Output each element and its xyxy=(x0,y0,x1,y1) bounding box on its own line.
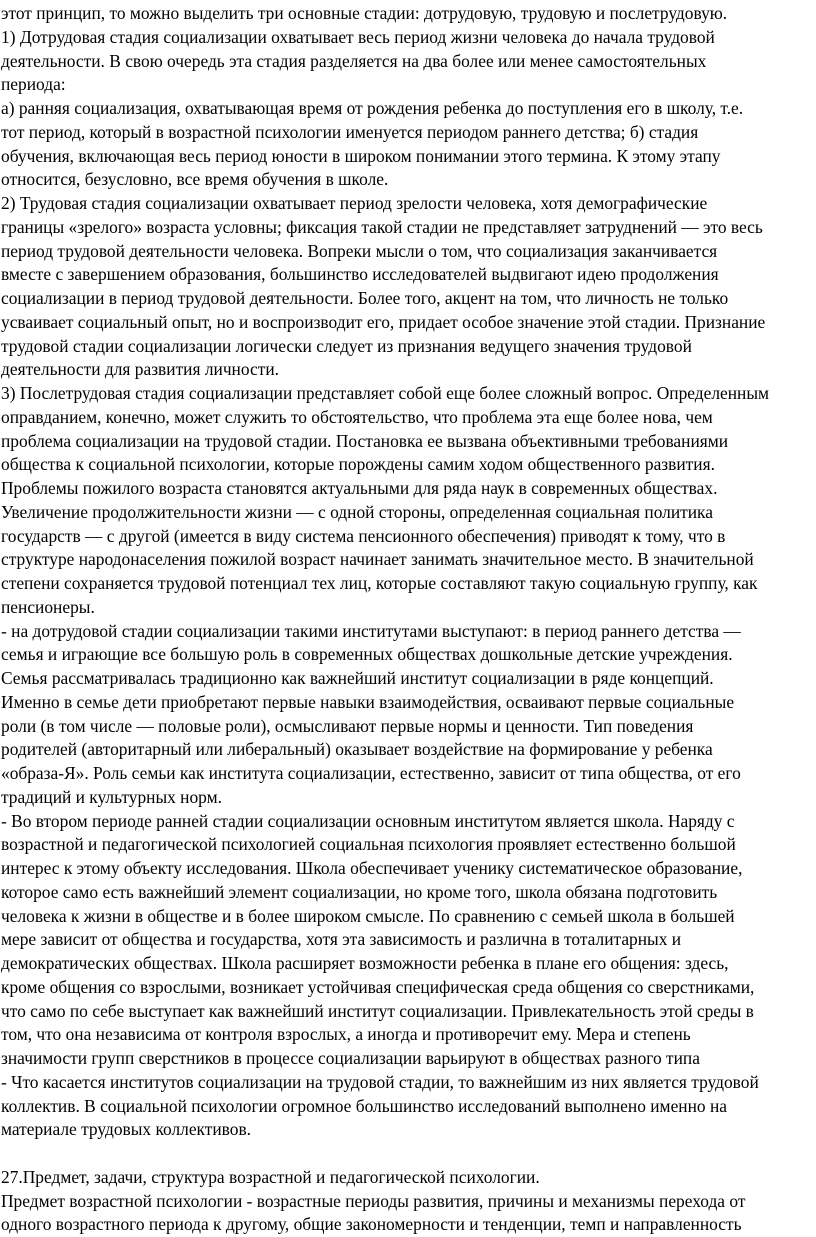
text-line: Увеличение продолжительности жизни — с одной стороны, определенная социальная политика xyxy=(1,501,816,525)
text-line: усваивает социальный опыт, но и воспроизводит его, придает особое значение этой стадии. Признание xyxy=(1,311,816,335)
text-line: тот период, который в возрастной психологии именуется периодом раннего детства; б) стадия xyxy=(1,121,816,145)
text-line: - Во втором периоде ранней стадии социализации основным институтом является школа. Наряду с xyxy=(1,810,816,834)
text-line: государств — с другой (имеется в виду система пенсионного обеспечения) приводят к тому, что в xyxy=(1,525,816,549)
text-line: - Что касается институтов социализации на трудовой стадии, то важнейшим из них является трудовой xyxy=(1,1071,816,1095)
text-line: оправданием, конечно, может служить то обстоятельство, что проблема эта еще более нова, чем xyxy=(1,406,816,430)
text-line: Предмет возрастной психологии - возрастные периоды развития, причины и механизмы перехода от xyxy=(1,1190,816,1214)
section-body xyxy=(1,1190,816,1237)
text-line: роли (в том числе — половые роли), осмысливают первые нормы и ценности. Тип поведения xyxy=(1,715,816,739)
text-line: материале трудовых коллективов. xyxy=(1,1118,816,1142)
text-line: 1) Дотрудовая стадия социализации охватывает весь период жизни человека до начала трудовой xyxy=(1,26,816,50)
text-line: Именно в семье дети приобретают первые навыки взаимодействия, осваивают первые социальные xyxy=(1,691,816,715)
text-line: трудовой стадии социализации логически следует из признания ведущего значения трудовой xyxy=(1,335,816,359)
text-line: возрастной и педагогической психологией социальная психология проявляет естественно большой xyxy=(1,833,816,857)
text-line: мере зависит от общества и государства, хотя эта зависимость и различна в тоталитарных и xyxy=(1,928,816,952)
text-line: вместе с завершением образования, большинство исследователей выдвигают идею продолжения xyxy=(1,263,816,287)
text-line: человека к жизни в обществе и в более широком смысле. По сравнению с семьей школа в большей xyxy=(1,905,816,929)
document-body xyxy=(1,2,816,1142)
text-line: а) ранняя социализация, охватывающая время от рождения ребенка до поступления его в школу, т.е. xyxy=(1,97,816,121)
text-line: проблема социализации на трудовой стадии. Постановка ее вызвана объективными требованиями xyxy=(1,430,816,454)
text-line: - на дотрудовой стадии социализации такими институтами выступают: в период раннего детства — xyxy=(1,620,816,644)
text-line: степени сохраняется трудовой потенциал тех лиц, которые составляют такую социальную группу, как xyxy=(1,572,816,596)
text-line: кроме общения со взрослыми, возникает устойчивая специфическая среда общения со сверстниками, xyxy=(1,976,816,1000)
text-line: периода: xyxy=(1,73,816,97)
text-line: период трудовой деятельности человека. Вопреки мысли о том, что социализация заканчивается xyxy=(1,240,816,264)
text-line: одного возрастного периода к другому, общие закономерности и тенденции, темп и направленность xyxy=(1,1213,816,1237)
text-line: границы «зрелого» возраста условны; фиксация такой стадии не представляет затруднений — это весь xyxy=(1,216,816,240)
text-line: деятельности для развития личности. xyxy=(1,358,816,382)
text-line: обучения, включающая весь период юности в широком понимании этого термина. К этому этапу xyxy=(1,145,816,169)
text-line: семья и играющие все большую роль в современных обществах дошкольные детские учреждения. xyxy=(1,643,816,667)
text-line: традиций и культурных норм. xyxy=(1,786,816,810)
text-line: которое само есть важнейший элемент социализации, но кроме того, школа обязана подготовить xyxy=(1,881,816,905)
text-line: Семья рассматривалась традиционно как важнейший институт социализации в ряде концепций. xyxy=(1,667,816,691)
text-line: том, что она независима от контроля взрослых, а иногда и противоречит ему. Мера и степень xyxy=(1,1023,816,1047)
text-line: пенсионеры. xyxy=(1,596,816,620)
text-line: значимости групп сверстников в процессе социализации варьируют в обществах разного типа xyxy=(1,1047,816,1071)
text-line: родителей (авторитарный или либеральный) оказывает воздействие на формирование у ребенка xyxy=(1,738,816,762)
text-line: интерес к этому объекту исследования. Школа обеспечивает ученику систематическое образование, xyxy=(1,857,816,881)
text-line: демократических обществах. Школа расширяет возможности ребенка в плане его общения: здесь, xyxy=(1,952,816,976)
text-line: относится, безусловно, все время обучения в школе. xyxy=(1,168,816,192)
text-line: этот принцип, то можно выделить три основные стадии: дотрудовую, трудовую и послетрудовую. xyxy=(1,2,816,26)
text-line: социализации в период трудовой деятельности. Более того, акцент на том, что личность не только xyxy=(1,287,816,311)
text-line: 3) Послетрудовая стадия социализации представляет собой еще более сложный вопрос. Определенным xyxy=(1,382,816,406)
paragraph-gap xyxy=(1,1142,816,1166)
section-heading: 27.Предмет, задачи, структура возрастной и педагогической психологии. xyxy=(1,1166,816,1190)
text-line: общества к социальной психологии, которые порождены самим ходом общественного развития. xyxy=(1,453,816,477)
text-line: что само по себе выступает как важнейший институт социализации. Привлекательность этой среды в xyxy=(1,1000,816,1024)
text-line: структуре народонаселения пожилой возраст начинает занимать значительное место. В значительной xyxy=(1,548,816,572)
text-line: деятельности. В свою очередь эта стадия разделяется на два более или менее самостоятельных xyxy=(1,50,816,74)
text-line: «образа-Я». Роль семьи как института социализации, естественно, зависит от типа общества, от его xyxy=(1,762,816,786)
text-line: коллектив. В социальной психологии огромное большинство исследований выполнено именно на xyxy=(1,1095,816,1119)
text-line: 2) Трудовая стадия социализации охватывает период зрелости человека, хотя демографические xyxy=(1,192,816,216)
text-line: Проблемы пожилого возраста становятся актуальными для ряда наук в современных обществах. xyxy=(1,477,816,501)
